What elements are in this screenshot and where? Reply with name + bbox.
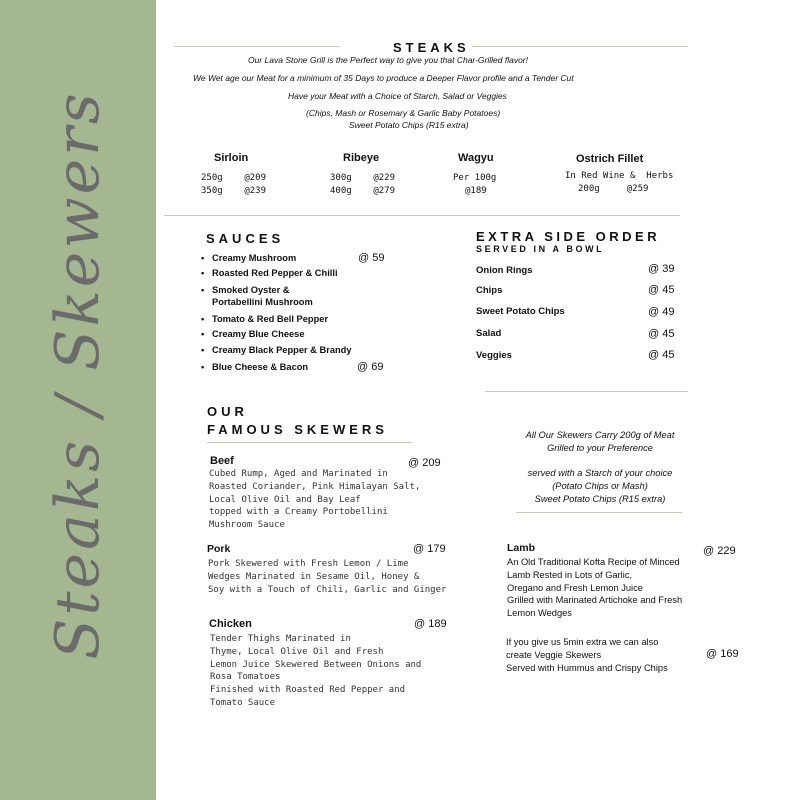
sidebar-title: Steaks / Skewers bbox=[43, 90, 113, 660]
side-item-chips: Chips bbox=[476, 285, 503, 296]
skewer-beef-name: Beef bbox=[210, 455, 234, 467]
sides-subheading: SERVED IN A BOWL bbox=[476, 244, 605, 254]
side-price-salad: @ 45 bbox=[648, 328, 675, 340]
steak-ribeye-name: Ribeye bbox=[343, 152, 380, 164]
steak-sirloin-line-1: 250g @209 bbox=[201, 173, 267, 183]
steaks-note-4: (Chips, Mash or Rosemary & Garlic Baby Potatoes) bbox=[306, 108, 501, 118]
steak-ostrich-name: Ostrich Fillet bbox=[576, 153, 644, 165]
side-item-salad: Salad bbox=[476, 328, 502, 339]
steaks-bottom-rule bbox=[164, 215, 680, 216]
steaks-note-2: We Wet age our Meat for a minimum of 35 Days to produce a Deeper Flavor profile and a Tender Cut bbox=[193, 73, 574, 83]
list-item: • Tomato & Red Bell Pepper bbox=[212, 313, 328, 325]
skewer-pork-price: @ 179 bbox=[413, 543, 446, 555]
sidebar-panel bbox=[0, 0, 156, 800]
steak-wagyu-line-1: Per 100g bbox=[453, 173, 497, 183]
sauces-price-last: @ 69 bbox=[357, 361, 384, 373]
side-price-sweet-potato: @ 49 bbox=[648, 306, 675, 318]
sauces-price-main: @ 59 bbox=[358, 252, 385, 264]
steaks-note-3: Have your Meat with a Choice of Starch, Salad or Veggies bbox=[288, 91, 507, 101]
steaks-rule-left bbox=[174, 46, 340, 47]
side-price-veggies: @ 45 bbox=[648, 349, 675, 361]
steaks-rule-right bbox=[472, 46, 688, 47]
skewers-heading-line-1: OUR bbox=[207, 404, 248, 419]
steak-wagyu-line-2: @189 bbox=[465, 186, 487, 196]
steaks-note-1: Our Lava Stone Grill is the Perfect way to give you that Char-Grilled flavor! bbox=[248, 55, 528, 65]
skewer-chicken-desc: Tender Thighs Marinated in Thyme, Local Olive Oil and Fresh Lemon Juice Skewered Between Onions and Rosa Tomatoes Finished with Roasted Red Pepper and Tomato Sauce bbox=[210, 634, 422, 708]
side-item-veggies: Veggies bbox=[476, 350, 512, 361]
skewer-veggie-price: @ 169 bbox=[706, 648, 739, 660]
list-item: • Blue Cheese & Bacon bbox=[212, 361, 308, 373]
steaks-heading: STEAKS bbox=[393, 40, 470, 55]
steak-wagyu-name: Wagyu bbox=[458, 152, 494, 164]
list-item: • Creamy Mushroom bbox=[212, 252, 296, 264]
list-item: • Creamy Blue Cheese bbox=[212, 328, 305, 340]
steak-ribeye-line-1: 300g @229 bbox=[330, 173, 396, 183]
skewer-pork-desc: Pork Skewered with Fresh Lemon / Lime Wedges Marinated in Sesame Oil, Honey & Soy with a Touch of Chili, Garlic and Ginger bbox=[208, 559, 447, 595]
skewer-lamb-name: Lamb bbox=[507, 542, 536, 554]
side-price-chips: @ 45 bbox=[648, 284, 675, 296]
sauces-heading: SAUCES bbox=[206, 231, 285, 246]
skewers-rule bbox=[207, 442, 412, 443]
list-item: • Creamy Black Pepper & Brandy bbox=[212, 344, 352, 356]
skewers-note: All Our Skewers Carry 200g of Meat Grilled to your Preference served with a Starch of your choice (Potato Chips or Mash) Sweet Potato Chips (R15 extra) bbox=[525, 430, 675, 504]
side-price-onion-rings: @ 39 bbox=[648, 263, 675, 275]
list-item: • Smoked Oyster & Portabellini Mushroom bbox=[212, 284, 313, 308]
steak-sirloin-name: Sirloin bbox=[214, 152, 249, 164]
side-item-sweet-potato: Sweet Potato Chips bbox=[476, 306, 565, 317]
sides-rule bbox=[485, 391, 688, 392]
skewer-beef-price: @ 209 bbox=[408, 457, 441, 469]
steaks-note-5: Sweet Potato Chips (R15 extra) bbox=[349, 120, 469, 130]
steak-ribeye-line-2: 400g @279 bbox=[330, 186, 396, 196]
skewer-lamb-price: @ 229 bbox=[703, 545, 736, 557]
skewers-heading-line-2: FAMOUS SKEWERS bbox=[207, 422, 388, 437]
side-item-onion-rings: Onion Rings bbox=[476, 265, 533, 276]
steak-ostrich-line-1: In Red Wine & Herbs bbox=[565, 171, 674, 181]
skewer-lamb-desc: An Old Traditional Kofta Recipe of Minced Lamb Rested in Lots of Garlic, Oregano and Fresh Lemon Juice Grilled with Marinated Artichoke and Fresh Lemon Wedges bbox=[507, 557, 683, 619]
skewer-chicken-price: @ 189 bbox=[414, 618, 447, 630]
steak-ostrich-line-2: 200g @259 bbox=[578, 184, 649, 194]
skewer-pork-name: Pork bbox=[207, 543, 231, 555]
skewers-note-rule bbox=[516, 512, 682, 513]
list-item: • Roasted Red Pepper & Chilli bbox=[212, 267, 338, 279]
skewer-beef-desc: Cubed Rump, Aged and Marinated in Roasted Coriander, Pink Himalayan Salt, Local Olive Oil and Bay Leaf topped with a Creamy Portobellini Mushroom Sauce bbox=[209, 469, 421, 531]
skewer-chicken-name: Chicken bbox=[209, 618, 252, 630]
sides-heading: EXTRA SIDE ORDER bbox=[476, 229, 661, 244]
steak-sirloin-line-2: 350g @239 bbox=[201, 186, 267, 196]
skewer-veggie-desc: If you give us 5min extra we can also create Veggie Skewers Served with Hummus and Crispy Chips bbox=[506, 637, 668, 673]
